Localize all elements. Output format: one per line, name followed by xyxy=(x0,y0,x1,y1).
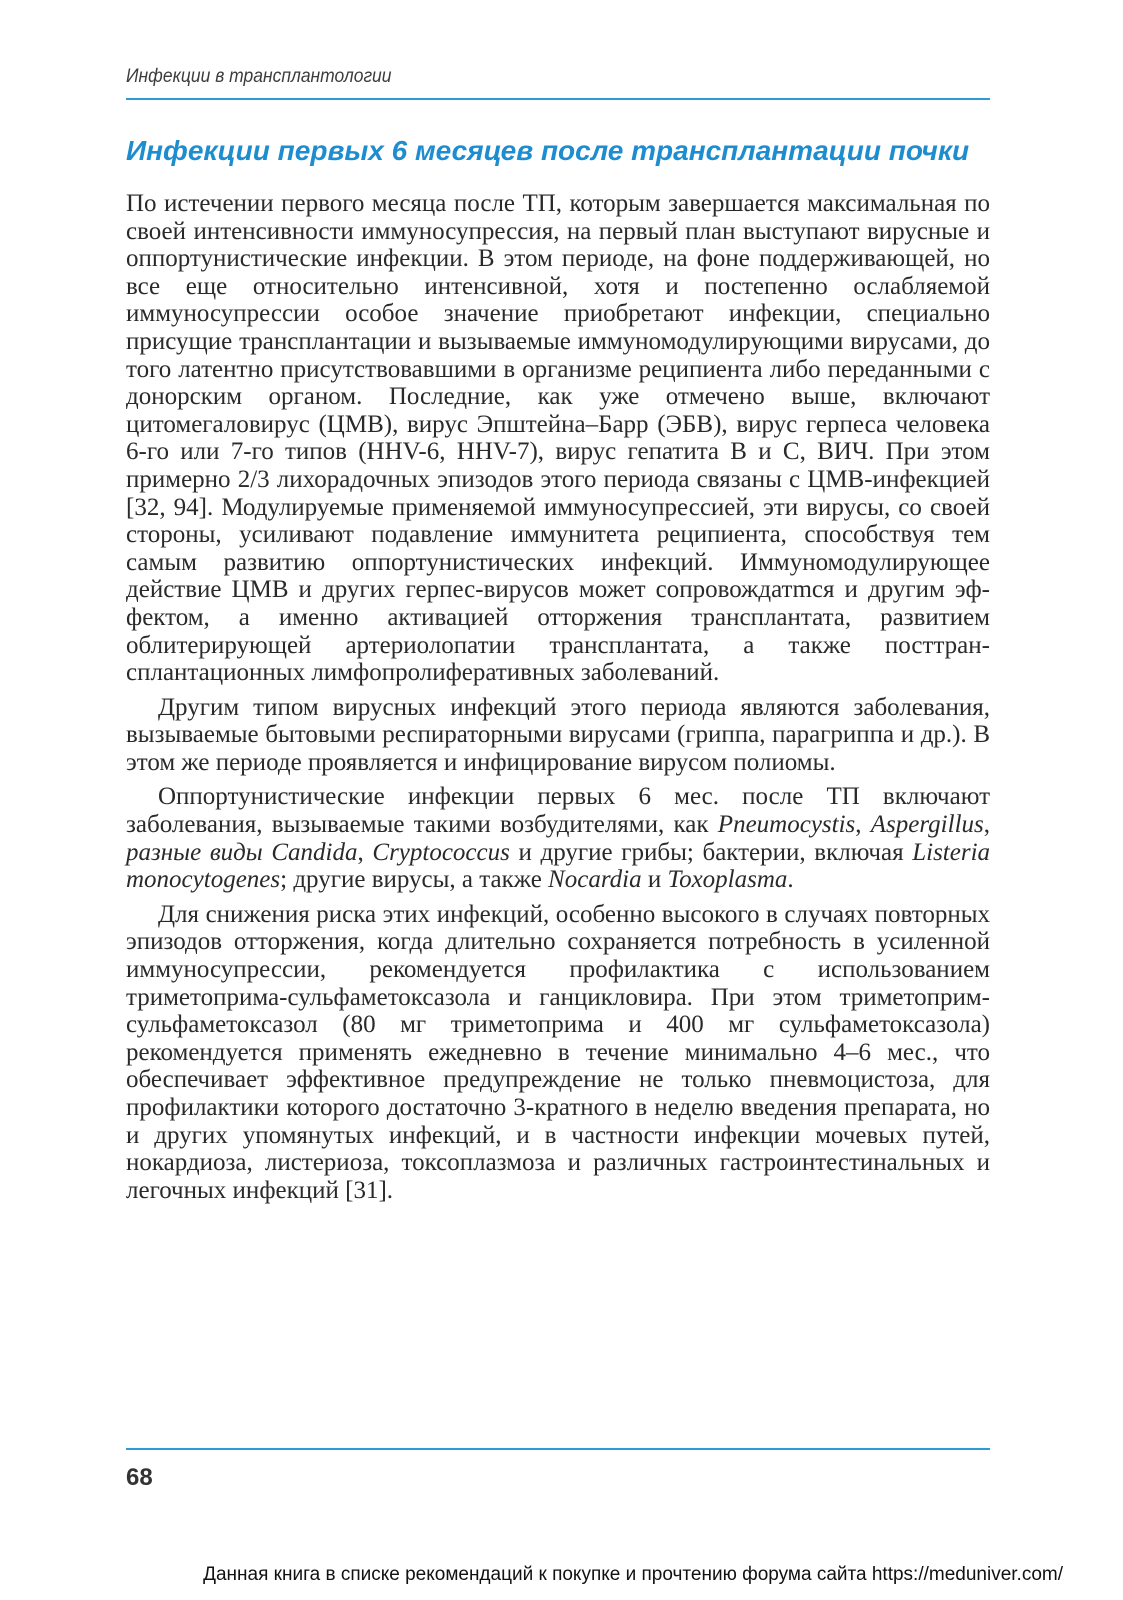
page-number: 68 xyxy=(126,1464,153,1491)
paragraph-4: Для снижения риска этих инфекций, особенно высокого в случаях повторных эпизодов отторжения, когда длительно сохраняется потребность в усиленной иммуносупрессии, рекомендуется профилактика с использованием триметоприма-сульфаметоксазола и ганцикловира. При этом триметоприм-сульфаметоксазол (80 мг триметоприма и 400 мг сульфаметоксазола) рекомендуется применять ежедневно в течение минимально 4–6 мес., что обеспечивает эффективное предупреждение не только пневмоцистоза, для профилактики которого достаточно 3-кратного в неделю введения препарата, но и других упомянутых инфекций, и в частности инфекции мочевых путей, нокардиоза, листериоза, токсоплазмоза и различных гастроинтестинальных и легочных инфекций [31]. xyxy=(126,900,990,1204)
organism-name: Aspergillus xyxy=(870,811,984,839)
organism-name: Toxoplasma xyxy=(667,866,788,894)
organism-name: Listeria monocytogenes xyxy=(126,838,991,894)
footer-rule xyxy=(126,1448,990,1450)
section-title: Инфекции первых 6 месяцев после трансплантации почки xyxy=(126,135,970,166)
organism-name: Pneumocystis xyxy=(717,811,856,839)
organism-name: Nocardia xyxy=(548,866,642,894)
paragraph-3 xyxy=(126,783,990,893)
paragraph-2: Другим типом вирусных инфекций этого периода являются заболевания, вызываемые бытовыми респираторными вирусами (гриппа, парагриппа и др.). В этом же периоде проявляется и инфицирование вирусом полиомы. xyxy=(126,693,990,776)
text-run: , xyxy=(855,811,871,839)
footer-note: Данная книга в списке рекомендаций к покупке и прочтению форума сайта https://meduniver.com/ xyxy=(203,1564,1063,1585)
running-head: Инфекции в трансплантологии xyxy=(126,66,392,87)
body-text xyxy=(126,190,990,1204)
organism-name: Cryptococcus xyxy=(372,838,510,866)
text-run: . xyxy=(787,866,794,894)
text-run: ; другие вирусы, а также xyxy=(280,866,549,894)
text-run: и другие грибы; бактерии, включая xyxy=(509,838,913,866)
organism-name: разные виды Candida xyxy=(126,838,358,866)
text-run: , xyxy=(983,811,990,839)
text-run: Оппортунистические инфекции первых 6 мес. после ТП включают заболевания, вызываемые такими возбудителями, как xyxy=(126,783,990,839)
header-rule xyxy=(126,98,990,100)
paragraph-1: По истечении первого месяца после ТП, которым завершается максимальная по своей интенсивности иммуносупрессия, на первый план выступают вирусные и оппортунистические инфекции. В этом периоде, на фоне поддерживающей, но все еще относительно интенсивной, хотя и постепенно ослабляемой иммуносупрессии особое значение приобретают инфекции, специально присущие трансплантации и вызываемые иммуномодулирующими вирусами, до того латентно присутствовавшими в организме реципиента либо переданными с донорским органом. Последние, как уже отмечено выше, включают цитомегаловирус (ЦМВ), вирус Эпштейна–Барр (ЭБВ), вирус герпеса человека 6-го или 7-го типов (HHV-6, HHV-7), вирус гепатита В и С, ВИЧ. При этом примерно 2/3 лихорадочных эпизодов этого периода связаны с ЦМВ-инфекцией [32, 94]. Модулируемые применяемой иммуносупрессией, эти вирусы, со своей стороны, усиливают подавление иммунитета реципиента, способствуя тем самым развитию оппортунистических инфекций. Иммуномодулирующее действие ЦМВ и других герпес-вирусов может сопровождатmся и другим эффектом, а именно активацией отторжения трансплантата, развитием облитерирующей артериолопатии трансплантата, а также посттрансплантационных лимфопролиферативных заболеваний. xyxy=(126,190,990,687)
text-run: и xyxy=(641,866,668,894)
text-run: , xyxy=(357,838,373,866)
